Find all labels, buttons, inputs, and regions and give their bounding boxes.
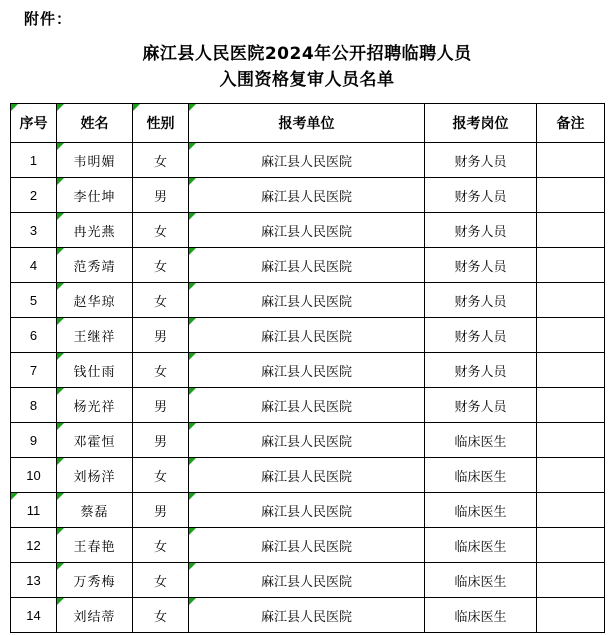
cell-sex: 女: [133, 353, 189, 388]
document-title: [10, 35, 604, 103]
cell-index: 2: [11, 178, 57, 213]
cell-note: [537, 178, 605, 213]
header-index: 序号: [11, 104, 57, 143]
header-name: 姓名: [57, 104, 133, 143]
cell-name: 李仕坤: [57, 178, 133, 213]
cell-sex: 男: [133, 388, 189, 423]
cell-post: 临床医生: [425, 528, 537, 563]
cell-note: [537, 388, 605, 423]
cell-sex: 女: [133, 248, 189, 283]
table-body: [11, 143, 605, 633]
cell-index: 1: [11, 143, 57, 178]
cell-index: 5: [11, 283, 57, 318]
cell-note: [537, 283, 605, 318]
cell-index: 9: [11, 423, 57, 458]
title-line-2: 入围资格复审人员名单: [219, 70, 395, 90]
cell-post: 财务人员: [425, 283, 537, 318]
cell-sex: 男: [133, 493, 189, 528]
cell-unit: 麻江县人民医院: [189, 598, 425, 633]
table-row: [11, 493, 605, 528]
cell-unit: 麻江县人民医院: [189, 563, 425, 598]
cell-sex: 女: [133, 563, 189, 598]
cell-name: 蔡磊: [57, 493, 133, 528]
cell-index: 14: [11, 598, 57, 633]
table-row: [11, 423, 605, 458]
cell-name: 邓霍恒: [57, 423, 133, 458]
cell-sex: 女: [133, 283, 189, 318]
cell-note: [537, 458, 605, 493]
cell-index: 4: [11, 248, 57, 283]
cell-note: [537, 213, 605, 248]
cell-post: 临床医生: [425, 458, 537, 493]
cell-post: 财务人员: [425, 248, 537, 283]
cell-name: 韦明媚: [57, 143, 133, 178]
cell-note: [537, 493, 605, 528]
table-row: [11, 563, 605, 598]
cell-note: [537, 353, 605, 388]
cell-name: 王继祥: [57, 318, 133, 353]
cell-name: 冉光燕: [57, 213, 133, 248]
cell-name: 刘结蒂: [57, 598, 133, 633]
cell-name: 刘杨洋: [57, 458, 133, 493]
table-row: [11, 598, 605, 633]
cell-sex: 男: [133, 318, 189, 353]
cell-note: [537, 598, 605, 633]
cell-unit: 麻江县人民医院: [189, 143, 425, 178]
cell-unit: 麻江县人民医院: [189, 248, 425, 283]
cell-note: [537, 248, 605, 283]
table-row: [11, 318, 605, 353]
cell-post: 财务人员: [425, 213, 537, 248]
cell-sex: 女: [133, 528, 189, 563]
cell-index: 13: [11, 563, 57, 598]
cell-index: 12: [11, 528, 57, 563]
cell-unit: 麻江县人民医院: [189, 353, 425, 388]
cell-post: 临床医生: [425, 598, 537, 633]
header-unit: 报考单位: [189, 104, 425, 143]
attachment-label: 附件：: [24, 11, 73, 28]
cell-note: [537, 318, 605, 353]
table-row: [11, 388, 605, 423]
cell-name: 范秀靖: [57, 248, 133, 283]
cell-unit: 麻江县人民医院: [189, 178, 425, 213]
table-header-row: [11, 104, 605, 143]
cell-sex: 女: [133, 213, 189, 248]
header-post: 报考岗位: [425, 104, 537, 143]
title-line-1: 麻江县人民医院2024年公开招聘临聘人员: [142, 44, 472, 64]
cell-unit: 麻江县人民医院: [189, 283, 425, 318]
cell-note: [537, 423, 605, 458]
cell-post: 财务人员: [425, 318, 537, 353]
cell-name: 杨光祥: [57, 388, 133, 423]
cell-unit: 麻江县人民医院: [189, 423, 425, 458]
cell-index: 11: [11, 493, 57, 528]
table-row: [11, 353, 605, 388]
cell-post: 临床医生: [425, 493, 537, 528]
cell-index: 7: [11, 353, 57, 388]
table-row: [11, 458, 605, 493]
cell-index: 6: [11, 318, 57, 353]
table-row: [11, 178, 605, 213]
cell-post: 财务人员: [425, 388, 537, 423]
cell-post: 财务人员: [425, 178, 537, 213]
cell-post: 临床医生: [425, 563, 537, 598]
cell-sex: 女: [133, 143, 189, 178]
cell-name: 赵华琼: [57, 283, 133, 318]
cell-sex: 女: [133, 458, 189, 493]
table-row: [11, 143, 605, 178]
cell-unit: 麻江县人民医院: [189, 458, 425, 493]
cell-unit: 麻江县人民医院: [189, 388, 425, 423]
cell-note: [537, 143, 605, 178]
header-note: 备注: [537, 104, 605, 143]
cell-name: 王春艳: [57, 528, 133, 563]
cell-index: 8: [11, 388, 57, 423]
table-row: [11, 248, 605, 283]
cell-name: 万秀梅: [57, 563, 133, 598]
cell-sex: 女: [133, 598, 189, 633]
cell-unit: 麻江县人民医院: [189, 528, 425, 563]
cell-index: 3: [11, 213, 57, 248]
cell-sex: 男: [133, 423, 189, 458]
cell-sex: 男: [133, 178, 189, 213]
cell-name: 钱仕雨: [57, 353, 133, 388]
cell-index: 10: [11, 458, 57, 493]
cell-unit: 麻江县人民医院: [189, 493, 425, 528]
cell-post: 财务人员: [425, 143, 537, 178]
cell-post: 财务人员: [425, 353, 537, 388]
table-row: [11, 283, 605, 318]
cell-unit: 麻江县人民医院: [189, 318, 425, 353]
cell-note: [537, 563, 605, 598]
table-row: [11, 528, 605, 563]
table-row: [11, 213, 605, 248]
cell-post: 临床医生: [425, 423, 537, 458]
header-sex: 性别: [133, 104, 189, 143]
cell-unit: 麻江县人民医院: [189, 213, 425, 248]
roster-table: [10, 103, 605, 633]
cell-note: [537, 528, 605, 563]
